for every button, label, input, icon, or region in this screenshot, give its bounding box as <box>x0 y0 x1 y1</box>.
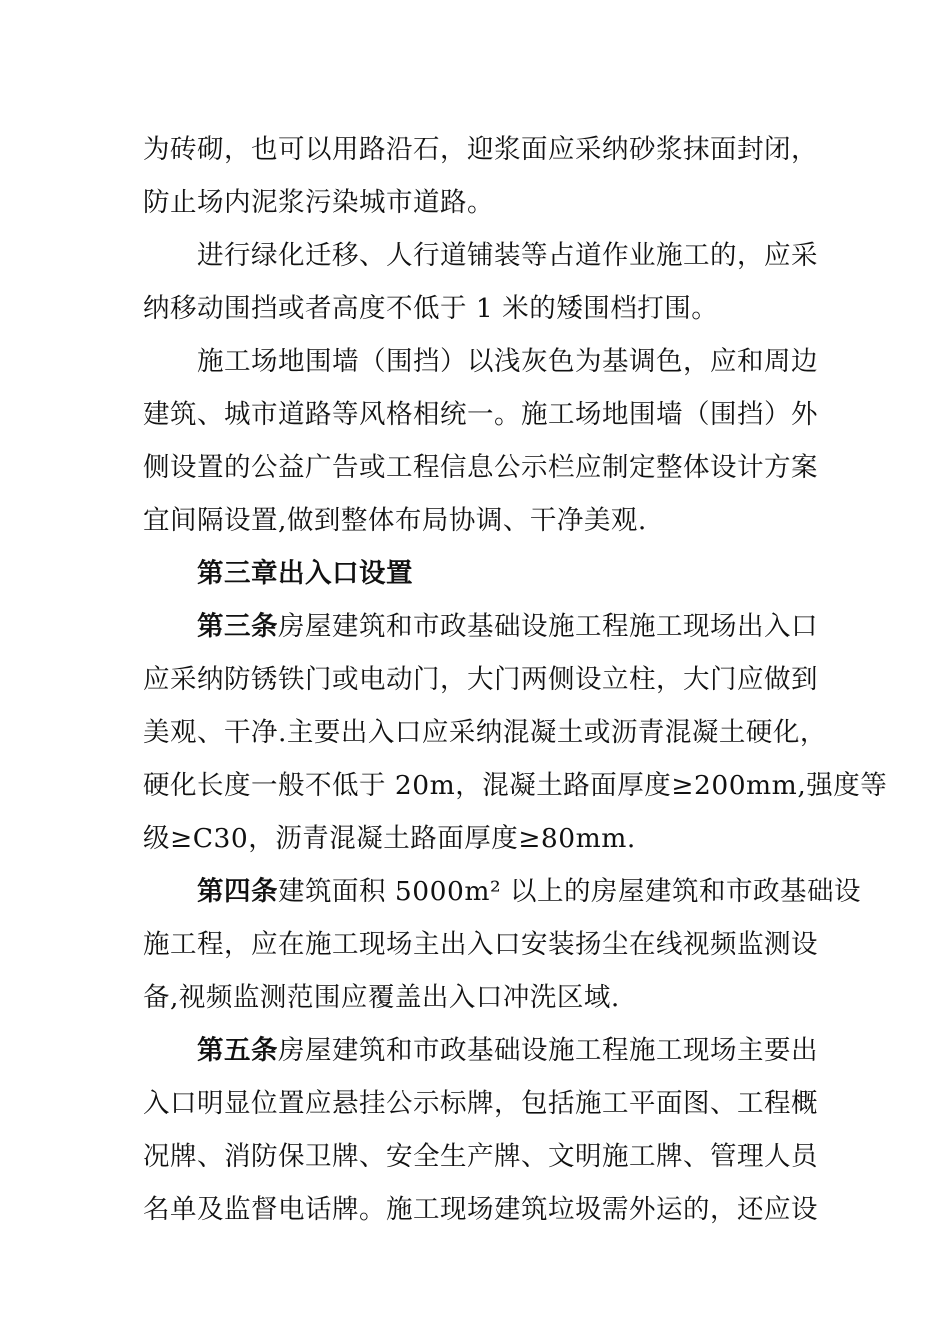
text-line: 进行绿化迁移、人行道铺装等占道作业施工的，应采 <box>197 240 818 271</box>
article-5 <box>143 1024 818 1236</box>
text-line: 名单及监督电话牌。施工现场建筑垃圾需外运的，还应设 <box>143 1194 818 1225</box>
text-line: 备,视频监测范围应覆盖出入口冲洗区域. <box>143 982 620 1013</box>
text-line: 纳移动围挡或者高度不低于 1 米的矮围档打围。 <box>143 293 719 324</box>
text-line: 施工场地围墙（围挡）以浅灰色为基调色，应和周边 <box>197 346 818 377</box>
article-label: 第三条 <box>197 611 278 642</box>
paragraph-enclosure-wall <box>143 335 818 547</box>
text-line: 应采纳防锈铁门或电动门，大门两侧设立柱，大门应做到 <box>143 664 818 695</box>
article-4 <box>143 865 862 1024</box>
paragraph-occupied-road-work <box>143 229 818 335</box>
text-line: 级≥C30，沥青混凝土路面厚度≥80mm. <box>143 823 636 854</box>
article-3 <box>143 600 888 865</box>
text-line: 防止场内泥浆污染城市道路。 <box>143 187 494 218</box>
text-line: 侧设置的公益广告或工程信息公示栏应制定整体设计方案 <box>143 452 818 483</box>
text-line: 况牌、消防保卫牌、安全生产牌、文明施工牌、管理人员 <box>143 1141 818 1172</box>
text-line: 施工程，应在施工现场主出入口安装扬尘在线视频监测设 <box>143 929 818 960</box>
article-label: 第四条 <box>197 876 278 907</box>
text-line: 建筑、城市道路等风格相统一。施工场地围墙（围挡）外 <box>143 399 818 430</box>
text-line: 入口明显位置应悬挂公示标牌，包括施工平面图、工程概 <box>143 1088 818 1119</box>
text-line: 宜间隔设置,做到整体布局协调、干净美观. <box>143 505 647 536</box>
text-line: 为砖砌，也可以用路沿石，迎浆面应采纳砂浆抹面封闭， <box>143 134 818 165</box>
article-label: 第五条 <box>197 1035 278 1066</box>
text-line: 美观、干净.主要出入口应采纳混凝土或沥青混凝土硬化， <box>143 717 827 748</box>
paragraph-continuation <box>143 123 818 229</box>
chapter-heading <box>143 547 813 600</box>
article-first-line <box>143 865 862 918</box>
document-body <box>143 123 888 1236</box>
article-first-line <box>143 1024 818 1077</box>
article-first-line-text: 房屋建筑和市政基础设施工程施工现场出入口 <box>278 611 818 642</box>
article-first-line <box>143 600 818 653</box>
text-line: 硬化长度一般不低于 20m，混凝土路面厚度≥200mm,强度等 <box>143 770 888 801</box>
chapter-heading-text: 第三章出入口设置 <box>197 558 413 589</box>
article-first-line-text: 房屋建筑和市政基础设施工程施工现场主要出 <box>278 1035 818 1066</box>
article-first-line-text: 建筑面积 5000m² 以上的房屋建筑和市政基础设 <box>278 876 862 907</box>
